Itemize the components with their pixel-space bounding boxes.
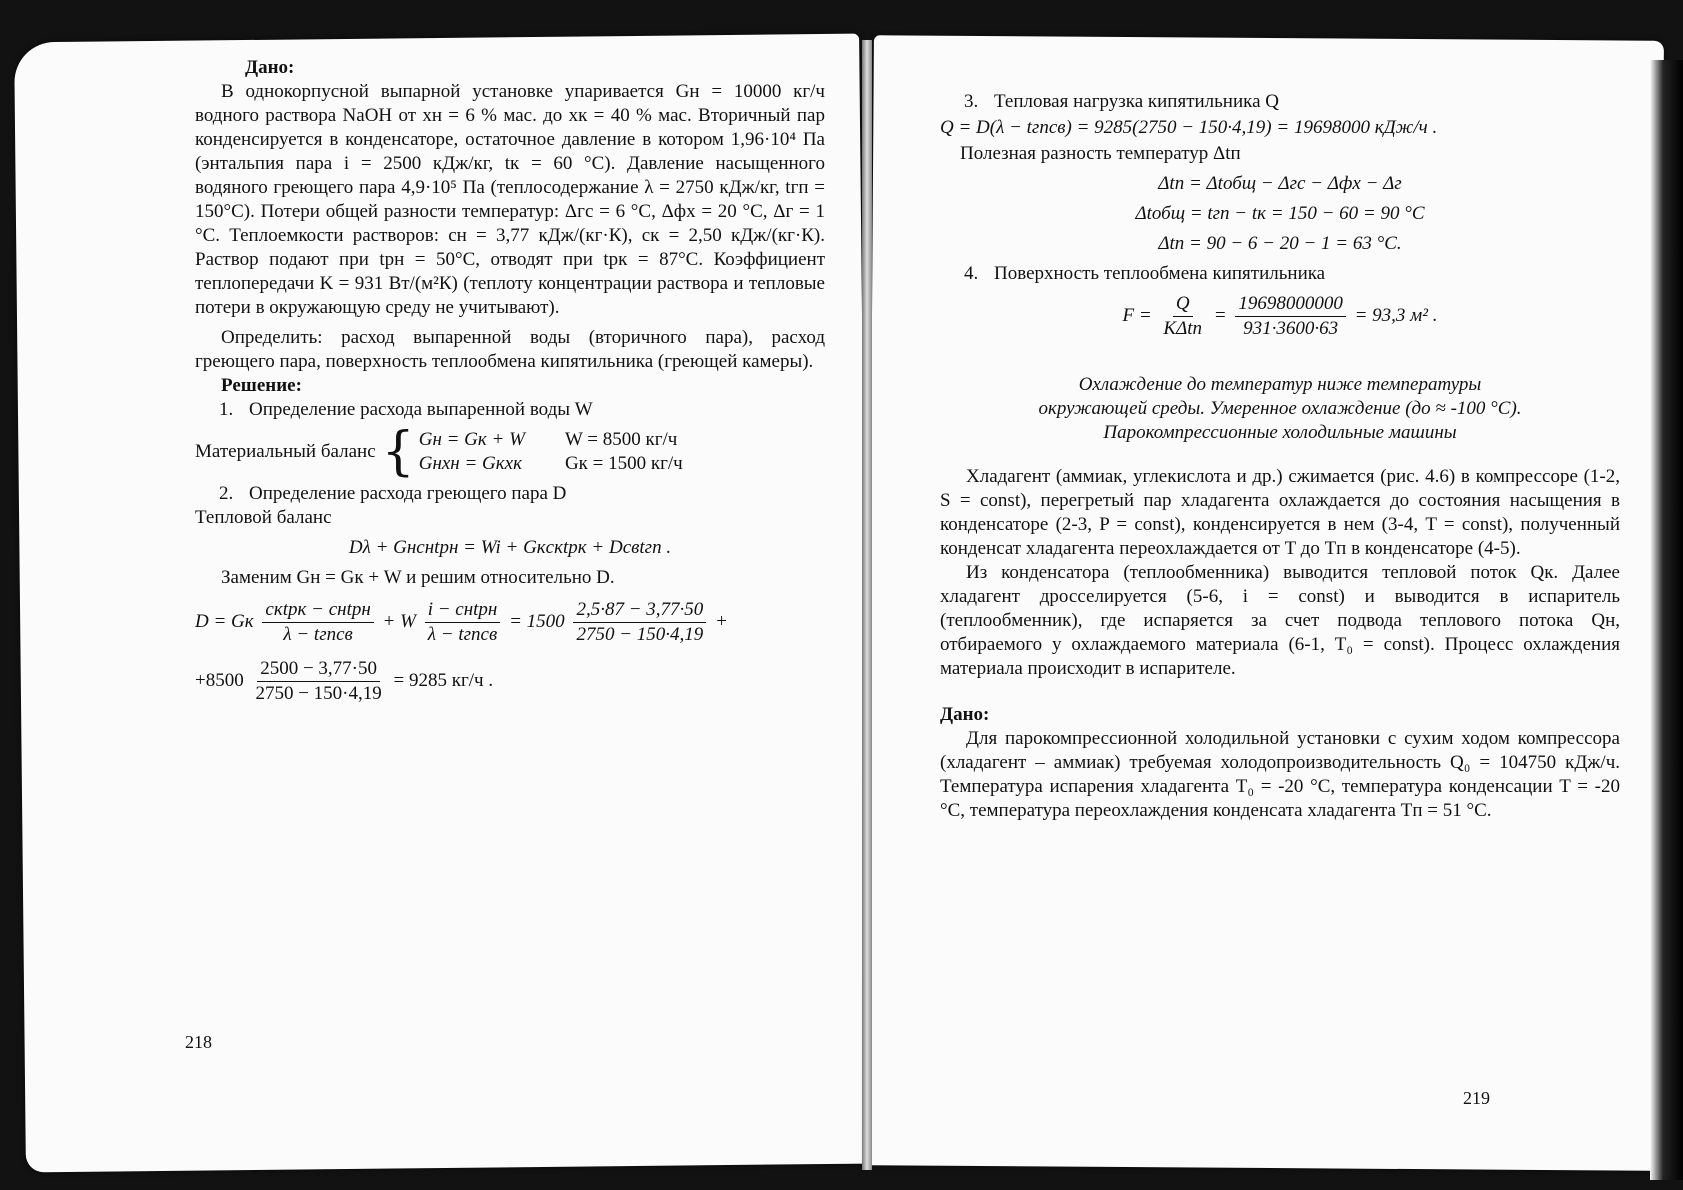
f-equation (940, 292, 1620, 341)
material-balance (195, 422, 825, 482)
d-eq-1500: = 1500 (509, 610, 565, 632)
scan-edge-shadow (1650, 60, 1683, 1180)
f-fraction-2 (1235, 292, 1346, 341)
brace-symbol: { (381, 422, 415, 482)
d-line2-prefix: +8500 (195, 669, 244, 691)
step-4-text: Поверхность теплообмена кипятильника (994, 263, 1326, 284)
d-frac3-den: 2750 − 150·4,19 (576, 624, 704, 645)
useful-diff-text: Полезная разность температур Δtп (960, 143, 1241, 164)
paragraph-1: Хладагент (аммиак, углекислота и др.) сжимается (рис. 4.6) в компрессоре (1-2, S = const), перегретый пар хладагента охлаждается до состояния насыщения в конденсаторе (2-3, P = const), конденсируется в нем (3-4, T = const), полученный конденсат хладагента переохлаждается от T до Tп в конденсаторе (4-5). (940, 466, 1620, 559)
paragraph-2: Из конденсатора (теплообменника) выводится тепловой поток Qк. Далее хладагент дросселируется (5-6, i = const) и выводится в испаритель (теплообменник), где испаряется за счет подвода теплового потока Qн, отбираемого у охлаждаемого материала (6-1, T₀ = const). Процесс охлаждения материала происходит в испарителе. (940, 562, 1620, 679)
given-heading-right: Дано: (940, 704, 990, 725)
d-fraction-2 (425, 598, 501, 647)
d-frac2-num: i − cнtрн (425, 598, 501, 623)
f-fraction-1 (1160, 292, 1205, 341)
mb-equation-1: Gн = Gк + W (418, 429, 525, 450)
section-title-line-2: окружающей среды. Умеренное охлаждение (до ≈ -100 °C). (1038, 398, 1522, 419)
solution-heading: Решение: (221, 375, 302, 396)
step-3-number: 3. (964, 91, 979, 112)
d-fraction-3 (573, 598, 706, 647)
mb-equation-2: Gнxн = Gкxк (418, 453, 522, 474)
f-result: = 93,3 м² . (1354, 304, 1438, 326)
d-equation-line-2 (195, 657, 825, 706)
step-3-text: Тепловая нагрузка кипятильника Q (994, 91, 1279, 112)
step-1-number: 1. (219, 399, 234, 420)
f-frac1-num: Q (1173, 292, 1193, 317)
step-2-number: 2. (219, 483, 234, 504)
f-prefix: F = (1122, 304, 1152, 326)
step-2 (219, 482, 825, 506)
step-3 (964, 90, 1620, 114)
d-fraction-1 (262, 598, 373, 647)
section-title-line-3: Парокомпрессионные холодильные машины (1103, 422, 1457, 443)
d-frac2-den: λ − tгпcв (427, 624, 498, 645)
step-1-text: Определение расхода выпаренной воды W (249, 399, 593, 420)
step-2-text: Определение расхода греющего пара D (249, 483, 567, 504)
step-1 (219, 398, 825, 422)
page-number-left: 218 (185, 1032, 212, 1052)
mb-result-1: W = 8500 кг/ч (564, 429, 678, 450)
heat-balance-equation: Dλ + Gнcнtрн = Wi + Gкcкtрк + Dcвtгп . (348, 537, 672, 558)
q-equation: Q = D(λ − tгпcв) = 9285(2750 − 150·4,19) = 19698000 кДж/ч . (940, 117, 1438, 138)
material-balance-label: Материальный баланс (195, 441, 376, 462)
heat-balance-label: Тепловой баланс (195, 507, 332, 528)
given-text-right: Для парокомпрессионной холодильной установки с сухим ходом компрессора (хладагент – аммиак) требуемая холодопроизводительность Q₀ = 104750 кДж/ч. Температура испарения хладагента T₀ = -20 °C, температура конденсации T = -20 °C, температура переохлаждения конденсата хладагента Tп = 51 °C. (940, 728, 1620, 821)
given-text-left: В однокорпусной выпарной установке упаривается Gн = 10000 кг/ч водного раствора NaOH от xн = 6 % мас. до xк = 40 % мас. Вторичный пар конденсируется в конденсаторе, остаточное давление в котором 1,96·10⁴ Па (энтальпия пара i = 2500 кДж/кг, tк = 60 °C). Давление насыщенного водяного греющего пара 4,9·10⁵ Па (теплосодержание λ = 2750 кДж/кг, tгп = 150°C). Потери общей разности температур: Δгс = 6 °C, Δфх = 20 °C, Δг = 1 °C. Теплоемкости растворов: cн = 3,77 кДж/(кг·К), cк = 2,50 кДж/(кг·К). Раствор подают при tрн = 50°C, отводят при tрк = 87°C. Коэффициент теплопередачи K = 931 Вт/(м²К) (теплоту концентрации раствора и тепловые потери в окружающую среду не учитывают). (195, 81, 825, 318)
d-frac1-num: cкtрк − cнtрн (262, 598, 373, 623)
substitute-text: Заменим Gн = Gк + W и решим относительно D. (221, 567, 615, 588)
d-frac1-den: λ − tгпcв (283, 624, 353, 645)
d-plus-w: + W (382, 610, 416, 632)
determine-text: Определить: расход выпаренной воды (вторичного пара), расход греющего пара, поверхность теплообмена кипятильника (греющей камеры). (195, 327, 825, 372)
d-plus-end: + (715, 610, 728, 632)
material-balance-results (565, 428, 683, 476)
left-page-content (195, 56, 825, 708)
f-eq: = (1213, 304, 1227, 326)
f-frac1-den: KΔtп (1163, 318, 1203, 339)
d-result: = 9285 кг/ч . (393, 669, 494, 691)
dt-equation-1: Δtп = Δtобщ − Δгс − Δфх − Δг (1158, 173, 1402, 194)
step-4-number: 4. (964, 263, 979, 284)
step-4 (964, 262, 1620, 286)
material-balance-equations (419, 428, 525, 476)
right-page-content (940, 90, 1620, 823)
d-frac4-num: 2500 − 3,77·50 (257, 657, 380, 682)
dt-equation-2: Δtобщ = tгп − tк = 150 − 60 = 90 °C (1135, 203, 1425, 224)
d-fraction-4 (252, 657, 384, 706)
d-equation-line-1 (195, 598, 825, 647)
page-number-right: 219 (1463, 1088, 1490, 1108)
d-frac4-den: 2750 − 150·4,19 (255, 683, 382, 704)
dt-equation-3: Δtп = 90 − 6 − 20 − 1 = 63 °C. (1158, 233, 1402, 254)
f-frac2-den: 931·3600·63 (1243, 318, 1339, 339)
mb-result-2: Gк = 1500 кг/ч (564, 453, 683, 474)
book-spine (862, 40, 872, 1170)
d-frac3-num: 2,5·87 − 3,77·50 (573, 598, 706, 623)
f-frac2-num: 19698000000 (1235, 292, 1346, 317)
section-title-line-1: Охлаждение до температур ниже температуры (1078, 374, 1482, 395)
given-heading-left: Дано: (245, 57, 295, 78)
d-prefix: D = Gк (195, 610, 254, 632)
